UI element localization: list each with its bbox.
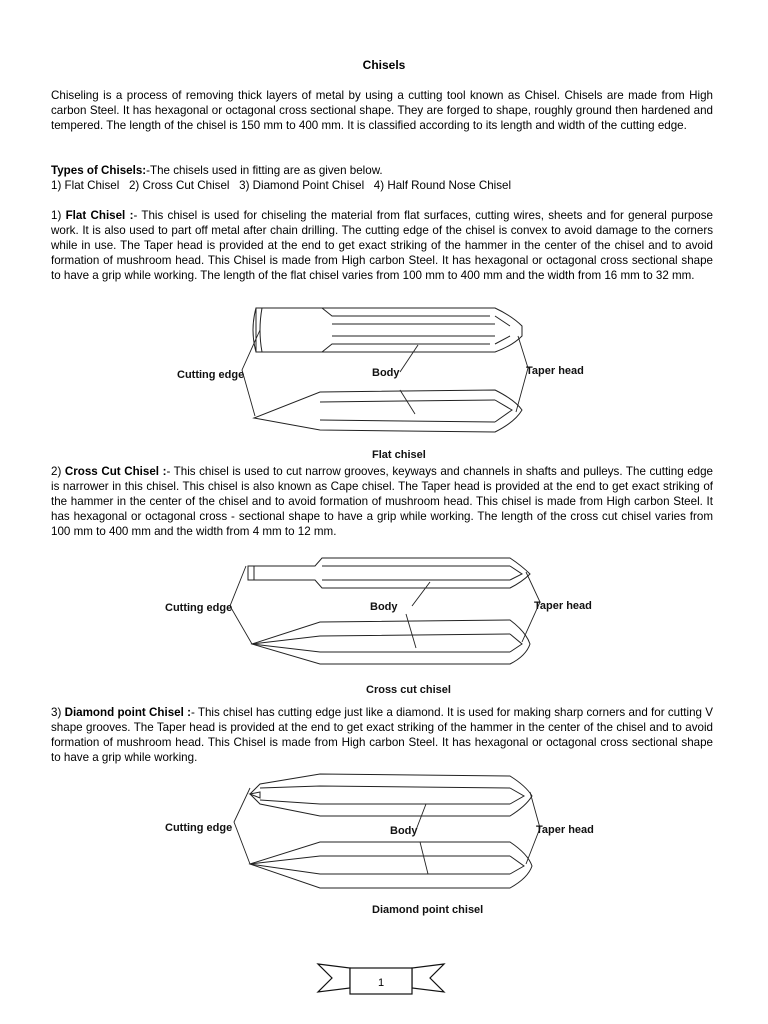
types-heading: Types of Chisels: (51, 164, 147, 177)
diamond-point-chisel-text: - This chisel has cutting edge just like a diamond. It is used for making sharp corners and for cutting V shape grooves. The Taper head is provided at the end to get exact striking of the hammer in the center of the chisel and to avoid formation of mushroom head. This Chisel is made from High carbon Steel. It has hexagonal or octagonal cross sectional shape to have a grip while working. (51, 706, 714, 764)
ribbon-left-tail (318, 964, 350, 992)
diamond-number: 3) (51, 706, 65, 719)
cross-label-body: Body (370, 601, 398, 613)
cross-cut-top-drawing (248, 558, 530, 588)
diamond-side-drawing (250, 842, 532, 888)
types-heading-rest: -The chisels used in fitting are as given below. (146, 164, 383, 177)
flat-chisel-text: - This chisel is used for chiseling the material from flat surfaces, cutting wires, sheets and for general purpose work. It is also used to part off metal after chain drilling. The cutting edge of the chisel is convex to avoid damage to the corners while in use. The Taper head is provided at the end to get exact striking of the hammer in the center of the chisel and to avoid formation of mushroom head. This Chisel is made from High carbon Steel. It has hexagonal or octagonal cross sectional shape to have a grip while working. The length of the flat chisel varies from 100 mm to 400 mm and the width from 16 mm to 32 mm. (51, 209, 713, 282)
cross-cut-side-drawing (252, 620, 530, 664)
diamond-point-chisel-paragraph (51, 705, 713, 765)
flat-chisel-top-drawing (253, 308, 522, 352)
page-number: 1 (377, 977, 385, 989)
diamond-top-drawing (250, 774, 532, 816)
cross-cut-chisel-figure (150, 556, 620, 696)
cross-cut-chisel-paragraph (51, 464, 713, 539)
diamond-point-chisel-figure (150, 772, 620, 922)
cross-number: 2) (51, 465, 65, 478)
diamond-label-body: Body (390, 825, 418, 837)
cross-label-taper-head: Taper head (534, 600, 592, 612)
cross-label-cutting-edge: Cutting edge (165, 602, 233, 614)
cross-cut-chisel-text: - This chisel is used to cut narrow grooves, keyways and channels in shafts and pulleys. The cutting edge is narrower in this chisel. This chisel is also known as Cape chisel. The Taper head is provided at the end to get exact striking of the hammer in the center of the chisel and to avoid formation of mushroom head. This chisel is made from High carbon Steel. It has hexagonal or octagonal cross - sectional shape to have a grip while working. The length of the cross cut chisel varies from 100 mm to 400 mm and the width from 4 mm to 12 mm. (51, 465, 714, 538)
diamond-point-chisel-caption: Diamond point chisel (372, 904, 484, 916)
page-title: Chisels (362, 58, 406, 72)
flat-chisel-name: Flat Chisel : (65, 209, 134, 222)
types-paragraph (51, 163, 713, 193)
ribbon-right-tail (412, 964, 444, 992)
diamond-label-taper-head: Taper head (536, 824, 594, 836)
flat-chisel-caption: Flat chisel (372, 449, 426, 460)
flat-chisel-figure (150, 300, 620, 460)
types-list: 1) Flat Chisel 2) Cross Cut Chisel 3) Diamond Point Chisel 4) Half Round Nose Chisel (51, 179, 512, 192)
flat-label-taper-head: Taper head (526, 365, 584, 377)
flat-chisel-side-drawing (254, 390, 522, 432)
diamond-point-chisel-name: Diamond point Chisel : (64, 706, 191, 719)
flat-number: 1) (51, 209, 66, 222)
page-number-ribbon (316, 958, 446, 1008)
cross-cut-chisel-name: Cross Cut Chisel : (64, 465, 167, 478)
diamond-label-cutting-edge: Cutting edge (165, 822, 233, 834)
flat-label-body: Body (372, 367, 400, 379)
flat-label-cutting-edge: Cutting edge (177, 369, 245, 381)
flat-chisel-paragraph (51, 208, 713, 283)
cross-cut-chisel-caption: Cross cut chisel (366, 684, 451, 696)
intro-paragraph: Chiseling is a process of removing thick layers of metal by using a cutting tool known as Chisel. Chisels are made from High carbon Steel. It has hexagonal or octagonal cross sectional shape. They are forged to shape, roughly ground then hardened and tempered. The length of the chisel is 150 mm to 400 mm. It is classified according to its length and width of the cutting edge. (51, 89, 713, 132)
